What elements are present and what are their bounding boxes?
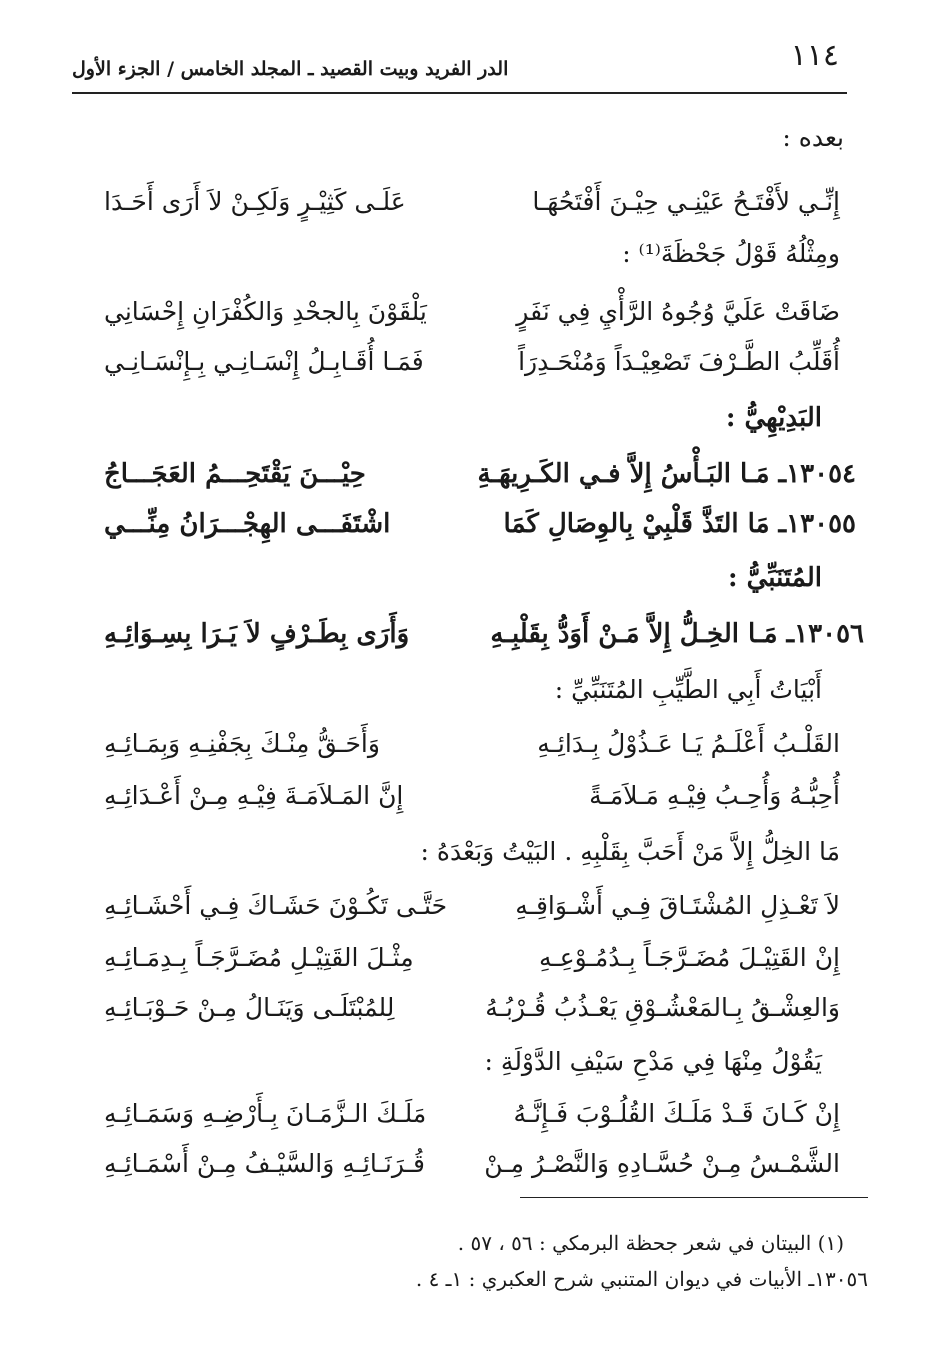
verse-12 bbox=[104, 1094, 840, 1134]
verse-3 bbox=[104, 342, 840, 382]
verse-1-first-hemistich: إِنِّـي لأَفْتَـحُ عَيْنِـي حِيْـنَ أَفْتَحُهَـا bbox=[532, 187, 840, 216]
poet-heading: البَدِيْهِيُّ : bbox=[725, 403, 822, 433]
verse-13056 bbox=[104, 614, 864, 654]
verse-9-first-hemistich: لاَ تَعْـذِلِ المُشْتَـاقَ فِـي أَشْـوَاقِـهِ bbox=[515, 891, 840, 920]
verse-11-second-hemistich: لِلمُبْتَلَـى وَيَنَـالُ مِـنْ حَـوْبَـائِـهِ bbox=[104, 993, 395, 1022]
verse-11-first-hemistich: وَالعِشْـقُ بِـالمَعْشُـوْقِ يَعْـذُبُ قُـرْبُـهُ bbox=[485, 993, 840, 1022]
verse-13055 bbox=[104, 504, 856, 544]
poet-heading: المُتَنَبِّيُّ : bbox=[727, 563, 822, 593]
verse-13054-first-hemistich: ١٣٠٥٤ـ مَـا البَـأْسُ إِلاَّ فـي الكَـرِيهَـةِ bbox=[477, 459, 856, 489]
footnote-1: (١) البيتان في شعر جحظة البرمكي : ٥٦ ، ٥٧ . bbox=[457, 1231, 844, 1255]
verse-3-first-hemistich: أُقَلِّبُ الطَّـرْفَ تَصْعِيْـدَاً وَمُنْحَـدِرَاً bbox=[518, 347, 840, 376]
verse-13-first-hemistich: الشَّمْـسُ مِـنْ حُسَّـادِهِ وَالنَّصْـرُ مِـنْ bbox=[484, 1149, 840, 1178]
verse-13056-second-hemistich: وَأَرَى بِطَـرْفٍ لاَ يَـرَا بِسِـوَائِـهِ bbox=[104, 619, 410, 649]
verse-13-second-hemistich: قُـرَنَـائِـهِ وَالسَّيْـفُ مِـنْ أَسْمَـائِـهِ bbox=[104, 1149, 425, 1178]
intro-line: يَقُوْلُ مِنْهَا فِي مَدْحِ سَيْفِ الدَّوْلَةِ : bbox=[484, 1047, 822, 1076]
verse-12-first-hemistich: إِنْ كَـانَ قَـدْ مَلَـكَ القُلُـوْبَ فَـإِنَّـهُ bbox=[513, 1099, 840, 1128]
verse-8-second-hemistich: إِنَّ المَـلاَمَـةَ فِيْـهِ مِـنْ أَعْـدَائِـهِ bbox=[104, 781, 404, 810]
verse-7-first-hemistich: القَلْـبُ أَعْلَـمُ يَـا عَـذُوْلُ بِـدَائِـهِ bbox=[537, 729, 840, 758]
verse-3-second-hemistich: فَمَـا أُقَـابِـلُ إِنْسَـانِـي بِـإِنْسَـانِـي bbox=[104, 347, 424, 376]
verse-13 bbox=[104, 1144, 840, 1184]
verse-2-first-hemistich: ضَاقَتْ عَلَيَّ وُجُوهُ الرَّأْيِ فِي نَفَرٍ bbox=[516, 297, 840, 326]
verse-10 bbox=[104, 938, 840, 978]
footnote-rule bbox=[520, 1197, 868, 1198]
page-number: ١١٤ bbox=[790, 38, 839, 73]
intro-line: بعده : bbox=[782, 123, 844, 152]
verse-7-second-hemistich: وَأَحَـقُّ مِنْـكَ بِجَفْنِـهِ وَبِمَـائِـهِ bbox=[104, 729, 380, 758]
verse-7 bbox=[104, 724, 840, 764]
verse-13055-second-hemistich: اشْتَفَـــى الهِجْـــرَانُ مِنِّـــي bbox=[104, 509, 391, 539]
verse-10-first-hemistich: إِنْ القَتِيْـلَ مُضَـرَّجَـاً بِـدُمُـوْعِـهِ bbox=[539, 943, 840, 972]
verse-11 bbox=[104, 988, 840, 1028]
header-rule bbox=[72, 92, 847, 94]
verse-8-first-hemistich: أُحِبُّـهُ وَأُحِـبُ فِيْـهِ مَـلاَمَـةً bbox=[589, 781, 840, 810]
intro-line: مَا الخِلُّ إِلاَّ مَنْ أَحَبَّ بِقَلْبِهِ . البَيْتُ وَبَعْدَهُ : bbox=[420, 837, 840, 866]
verse-13054-second-hemistich: حِيْـــنَ يَقْتَحِـــمُ العَجَـــاجُ bbox=[104, 459, 366, 489]
verse-9 bbox=[104, 886, 840, 926]
verse-1-second-hemistich: عَلَـى كَثِيْـرٍ وَلَكِـنْ لاَ أَرَى أَحَـدَا bbox=[104, 187, 406, 216]
intro-line: ومِثْلُهُ قَوْلُ جَحْظَةَ⁽¹⁾ : bbox=[622, 239, 840, 268]
intro-line: أَبْيَاتُ أَبِي الطَّيِّبِ المُتَنَبِّيِّ : bbox=[554, 675, 822, 704]
running-title: الدر الفريد وبيت القصيد ـ المجلد الخامس / الجزء الأول bbox=[72, 58, 509, 80]
verse-8 bbox=[104, 776, 840, 816]
verse-10-second-hemistich: مِثْـلَ القَتِيْـلِ مُضَـرَّجَـاً بِـدِمَـائِـهِ bbox=[104, 943, 414, 972]
verse-13054 bbox=[104, 454, 856, 494]
verse-13055-first-hemistich: ١٣٠٥٥ـ مَا التَذَّ قَلْبِيْ بِالوِصَالِ كَمَا bbox=[503, 509, 856, 539]
verse-2 bbox=[104, 292, 840, 332]
verse-2-second-hemistich: يَلْقَوْنَ بِالجحْدِ وَالكُفْرَانِ إِحْسَانِي bbox=[104, 297, 427, 326]
verse-13056-first-hemistich: ١٣٠٥٦ـ مَـا الخِـلُّ إِلاَّ مَـنْ أَوَدُّ بِقَلْبِـهِ bbox=[490, 619, 864, 649]
verse-9-second-hemistich: حَتَّـى تَكُـوْنَ حَشَـاكَ فِـي أَحْشَـائِـهِ bbox=[104, 891, 448, 920]
verse-12-second-hemistich: مَلَـكَ الـزَّمَـانَ بِـأَرْضِـهِ وَسَمَـائِـهِ bbox=[104, 1099, 427, 1128]
verse-1 bbox=[104, 182, 840, 222]
footnote-2: ١٣٠٥٦ـ الأبيات في ديوان المتنبي شرح العكبري : ١ـ ٤ . bbox=[415, 1267, 868, 1291]
page-header bbox=[72, 36, 847, 92]
